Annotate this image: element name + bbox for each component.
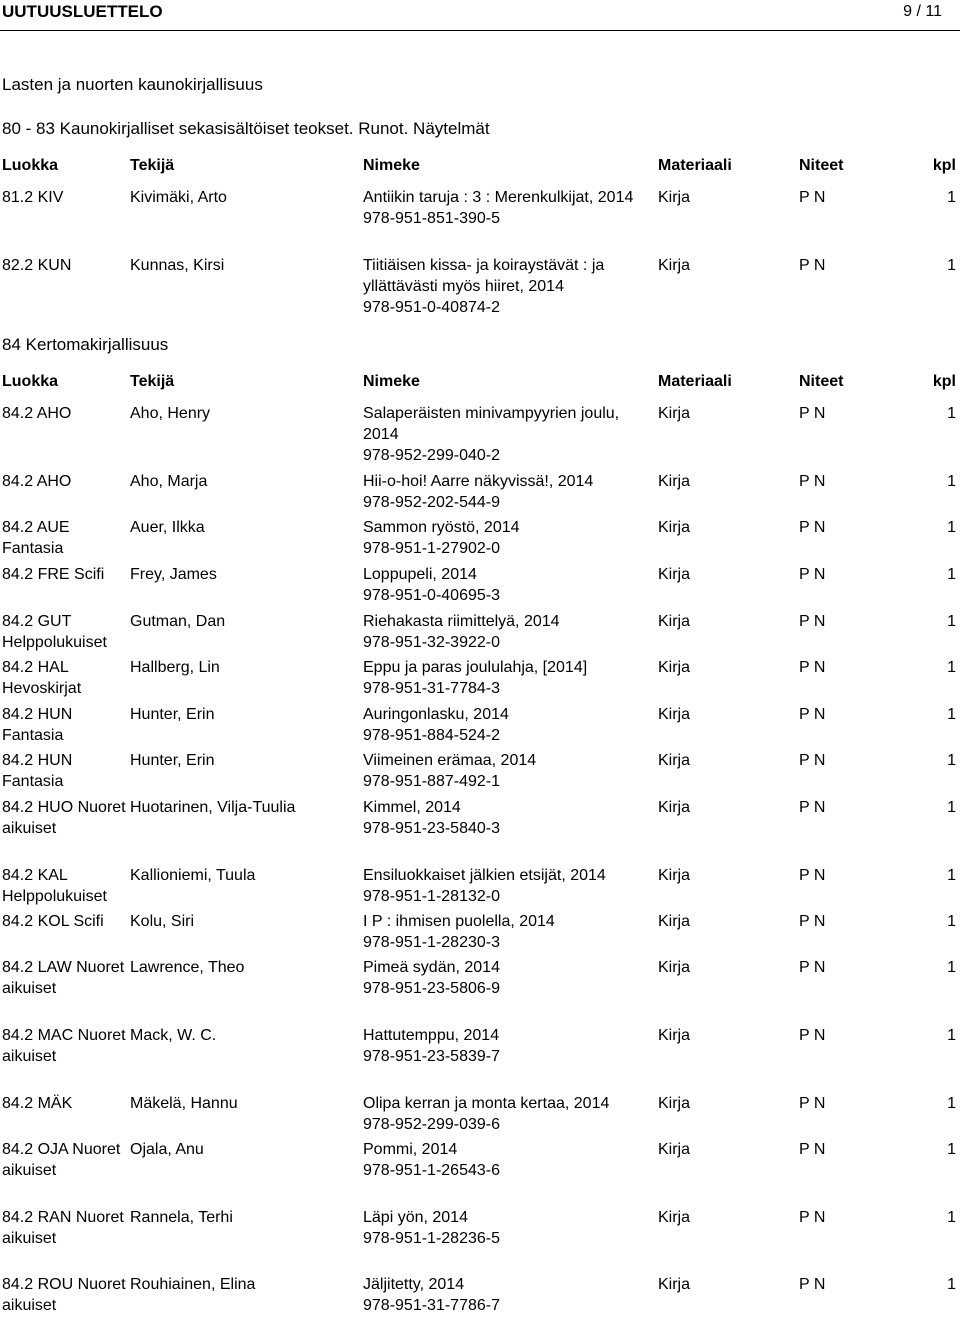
cell-kpl: 1: [947, 566, 956, 583]
cell-nimeke: [363, 187, 653, 229]
cell-niteet: P N: [799, 959, 826, 976]
cell-nimeke: [363, 564, 653, 606]
isbn-text: 978-951-0-40874-2: [363, 299, 500, 316]
cell-niteet: P N: [799, 1141, 826, 1158]
cell-kpl: 1: [947, 257, 956, 274]
title-text: Hii-o-hoi! Aarre näkyvissä!, 2014: [363, 473, 594, 490]
column-header-kpl: kpl: [932, 157, 956, 174]
isbn-text: 978-951-31-7784-3: [363, 680, 500, 697]
cell-materiaali: Kirja: [658, 566, 691, 583]
cell-nimeke: [363, 957, 653, 999]
isbn-text: 978-952-299-040-2: [363, 447, 500, 464]
cell-tekija: Hallberg, Lin: [130, 659, 220, 676]
cell-kpl: 1: [947, 405, 956, 422]
column-header-materiaali: Materiaali: [658, 373, 732, 390]
isbn-text: 978-951-31-7786-7: [363, 1297, 500, 1314]
column-header-nimeke: Nimeke: [363, 157, 420, 174]
isbn-text: 978-951-0-40695-3: [363, 587, 500, 604]
cell-tekija: Kunnas, Kirsi: [130, 257, 225, 274]
cell-kpl: 1: [947, 659, 956, 676]
cell-kpl: 1: [947, 1209, 956, 1226]
cell-nimeke: [363, 517, 653, 559]
column-header-luokka: Luokka: [2, 157, 59, 174]
title-text: Eppu ja paras joululahja, [2014]: [363, 659, 588, 676]
cell-kpl: 1: [947, 752, 956, 769]
isbn-text: 978-951-1-28236-5: [363, 1230, 500, 1247]
cell-kpl: 1: [947, 473, 956, 490]
cell-tekija: Kolu, Siri: [130, 913, 195, 930]
cell-kpl: 1: [947, 959, 956, 976]
isbn-text: 978-951-23-5806-9: [363, 980, 500, 997]
isbn-text: 978-951-32-3922-0: [363, 634, 500, 651]
cell-kpl: 1: [947, 867, 956, 884]
cell-luokka: 84.2 AUE Fantasia: [2, 519, 70, 557]
cell-nimeke: [363, 611, 653, 653]
title-text: Kimmel, 2014: [363, 799, 461, 816]
cell-nimeke: [363, 255, 653, 318]
cell-luokka: 82.2 KUN: [2, 257, 72, 274]
title-text: I P : ihmisen puolella, 2014: [363, 913, 555, 930]
cell-materiaali: Kirja: [658, 473, 691, 490]
cell-tekija: Auer, Ilkka: [130, 519, 205, 536]
isbn-text: 978-951-887-492-1: [363, 773, 500, 790]
column-header-tekija: Tekijä: [130, 373, 175, 390]
isbn-text: 978-952-299-039-6: [363, 1116, 500, 1133]
cell-niteet: P N: [799, 257, 826, 274]
cell-niteet: P N: [799, 1027, 826, 1044]
cell-tekija: Kallioniemi, Tuula: [130, 867, 256, 884]
cell-niteet: P N: [799, 659, 826, 676]
cell-kpl: 1: [947, 799, 956, 816]
title-text: Tiitiäisen kissa- ja koiraystävät : ja yllättävästi myös hiiret, 2014: [363, 257, 605, 295]
cell-niteet: P N: [799, 1095, 826, 1112]
page-number: 9 / 11: [903, 3, 942, 20]
cell-tekija: Ojala, Anu: [130, 1141, 204, 1158]
cell-nimeke: [363, 1025, 653, 1067]
cell-niteet: P N: [799, 405, 826, 422]
title-text: Auringonlasku, 2014: [363, 706, 509, 723]
cell-kpl: 1: [947, 1027, 956, 1044]
cell-nimeke: [363, 1139, 653, 1181]
cell-materiaali: Kirja: [658, 752, 691, 769]
cell-niteet: P N: [799, 189, 826, 206]
isbn-text: 978-952-202-544-9: [363, 494, 500, 511]
cell-niteet: P N: [799, 613, 826, 630]
isbn-text: 978-951-1-28230-3: [363, 934, 500, 951]
cell-materiaali: Kirja: [658, 1141, 691, 1158]
cell-nimeke: [363, 1274, 653, 1316]
cell-materiaali: Kirja: [658, 1095, 691, 1112]
cell-tekija: Mäkelä, Hannu: [130, 1095, 238, 1112]
cell-tekija: Kivimäki, Arto: [130, 189, 227, 206]
cell-niteet: P N: [799, 913, 826, 930]
cell-luokka: 84.2 HAL Hevoskirjat: [2, 659, 82, 697]
cell-tekija: Gutman, Dan: [130, 613, 226, 630]
cell-tekija: Lawrence, Theo: [130, 959, 245, 976]
cell-luokka: 84.2 FRE Scifi: [2, 566, 105, 583]
cell-kpl: 1: [947, 1141, 956, 1158]
cell-nimeke: [363, 471, 653, 513]
cell-materiaali: Kirja: [658, 959, 691, 976]
cell-luokka: 84.2 KAL Helppolukuiset: [2, 867, 107, 905]
isbn-text: 978-951-23-5839-7: [363, 1048, 500, 1065]
title-text: Läpi yön, 2014: [363, 1209, 468, 1226]
cell-luokka: 84.2 HUO Nuoret aikuiset: [2, 799, 126, 837]
cell-luokka: 81.2 KIV: [2, 189, 64, 206]
column-header-luokka: Luokka: [2, 373, 59, 390]
cell-materiaali: Kirja: [658, 405, 691, 422]
column-header-kpl: kpl: [932, 373, 956, 390]
cell-tekija: Mack, W. C.: [130, 1027, 217, 1044]
cell-materiaali: Kirja: [658, 257, 691, 274]
cell-niteet: P N: [799, 473, 826, 490]
cell-kpl: 1: [947, 519, 956, 536]
cell-luokka: 84.2 ROU Nuoret aikuiset: [2, 1276, 126, 1314]
cell-tekija: Hunter, Erin: [130, 752, 215, 769]
isbn-text: 978-951-884-524-2: [363, 727, 500, 744]
cell-niteet: P N: [799, 752, 826, 769]
cell-luokka: 84.2 GUT Helppolukuiset: [2, 613, 107, 651]
cell-nimeke: [363, 704, 653, 746]
isbn-text: 978-951-23-5840-3: [363, 820, 500, 837]
cell-luokka: 84.2 MAC Nuoret aikuiset: [2, 1027, 126, 1065]
subsection-title-84: 84 Kertomakirjallisuus: [2, 335, 169, 354]
cell-luokka: 84.2 AHO: [2, 473, 72, 490]
cell-luokka: 84.2 OJA Nuoret aikuiset: [2, 1141, 121, 1179]
cell-tekija: Hunter, Erin: [130, 706, 215, 723]
cell-tekija: Rouhiainen, Elina: [130, 1276, 256, 1293]
cell-luokka: 84.2 HUN Fantasia: [2, 706, 73, 744]
title-text: Olipa kerran ja monta kertaa, 2014: [363, 1095, 610, 1112]
cell-nimeke: [363, 750, 653, 792]
section-title: Lasten ja nuorten kaunokirjallisuus: [2, 75, 263, 94]
cell-tekija: Frey, James: [130, 566, 217, 583]
column-header-niteet: Niteet: [799, 373, 844, 390]
isbn-text: 978-951-1-28132-0: [363, 888, 500, 905]
cell-niteet: P N: [799, 1209, 826, 1226]
cell-nimeke: [363, 1207, 653, 1249]
cell-niteet: P N: [799, 519, 826, 536]
cell-materiaali: Kirja: [658, 519, 691, 536]
cell-nimeke: [363, 911, 653, 953]
cell-niteet: P N: [799, 799, 826, 816]
cell-materiaali: Kirja: [658, 613, 691, 630]
cell-materiaali: Kirja: [658, 867, 691, 884]
title-text: Loppupeli, 2014: [363, 566, 477, 583]
isbn-text: 978-951-1-26543-6: [363, 1162, 500, 1179]
cell-kpl: 1: [947, 189, 956, 206]
cell-kpl: 1: [947, 913, 956, 930]
cell-tekija: Aho, Henry: [130, 405, 211, 422]
header-divider: [0, 30, 960, 31]
cell-kpl: 1: [947, 1095, 956, 1112]
cell-tekija: Rannela, Terhi: [130, 1209, 233, 1226]
column-header-materiaali: Materiaali: [658, 157, 732, 174]
title-text: Jäljitetty, 2014: [363, 1276, 465, 1293]
cell-luokka: 84.2 HUN Fantasia: [2, 752, 73, 790]
cell-niteet: P N: [799, 867, 826, 884]
title-text: Salaperäisten minivampyyrien joulu, 2014: [363, 405, 620, 443]
title-text: Viimeinen erämaa, 2014: [363, 752, 537, 769]
title-text: Hattutemppu, 2014: [363, 1027, 500, 1044]
cell-luokka: 84.2 AHO: [2, 405, 72, 422]
cell-kpl: 1: [947, 613, 956, 630]
cell-nimeke: [363, 1093, 653, 1135]
title-text: Ensiluokkaiset jälkien etsijät, 2014: [363, 867, 606, 884]
cell-kpl: 1: [947, 706, 956, 723]
cell-niteet: P N: [799, 1276, 826, 1293]
cell-kpl: 1: [947, 1276, 956, 1293]
cell-nimeke: [363, 403, 653, 466]
column-header-niteet: Niteet: [799, 157, 844, 174]
cell-luokka: 84.2 MÄK: [2, 1095, 73, 1112]
column-header-nimeke: Nimeke: [363, 373, 420, 390]
cell-materiaali: Kirja: [658, 913, 691, 930]
cell-materiaali: Kirja: [658, 1027, 691, 1044]
title-text: Pommi, 2014: [363, 1141, 458, 1158]
cell-luokka: 84.2 RAN Nuoret aikuiset: [2, 1209, 124, 1247]
cell-tekija: Aho, Marja: [130, 473, 208, 490]
isbn-text: 978-951-851-390-5: [363, 210, 500, 227]
cell-materiaali: Kirja: [658, 1209, 691, 1226]
title-text: Sammon ryöstö, 2014: [363, 519, 520, 536]
cell-materiaali: Kirja: [658, 1276, 691, 1293]
cell-niteet: P N: [799, 566, 826, 583]
cell-tekija: Huotarinen, Vilja-Tuulia: [130, 799, 296, 816]
cell-materiaali: Kirja: [658, 799, 691, 816]
cell-niteet: P N: [799, 706, 826, 723]
column-header-tekija: Tekijä: [130, 157, 175, 174]
cell-luokka: 84.2 LAW Nuoret aikuiset: [2, 959, 125, 997]
title-text: Pimeä sydän, 2014: [363, 959, 500, 976]
subsection-title-80-83: 80 - 83 Kaunokirjalliset sekasisältöiset teokset. Runot. Näytelmät: [2, 119, 490, 138]
cell-luokka: 84.2 KOL Scifi: [2, 913, 104, 930]
cell-nimeke: [363, 865, 653, 907]
catalog-title: UUTUUSLUETTELO: [2, 2, 163, 21]
title-text: Riehakasta riimittelyä, 2014: [363, 613, 560, 630]
cell-materiaali: Kirja: [658, 189, 691, 206]
title-text: Antiikin taruja : 3 : Merenkulkijat, 2014: [363, 189, 634, 206]
cell-materiaali: Kirja: [658, 706, 691, 723]
cell-nimeke: [363, 657, 653, 699]
isbn-text: 978-951-1-27902-0: [363, 540, 500, 557]
cell-materiaali: Kirja: [658, 659, 691, 676]
cell-nimeke: [363, 797, 653, 839]
